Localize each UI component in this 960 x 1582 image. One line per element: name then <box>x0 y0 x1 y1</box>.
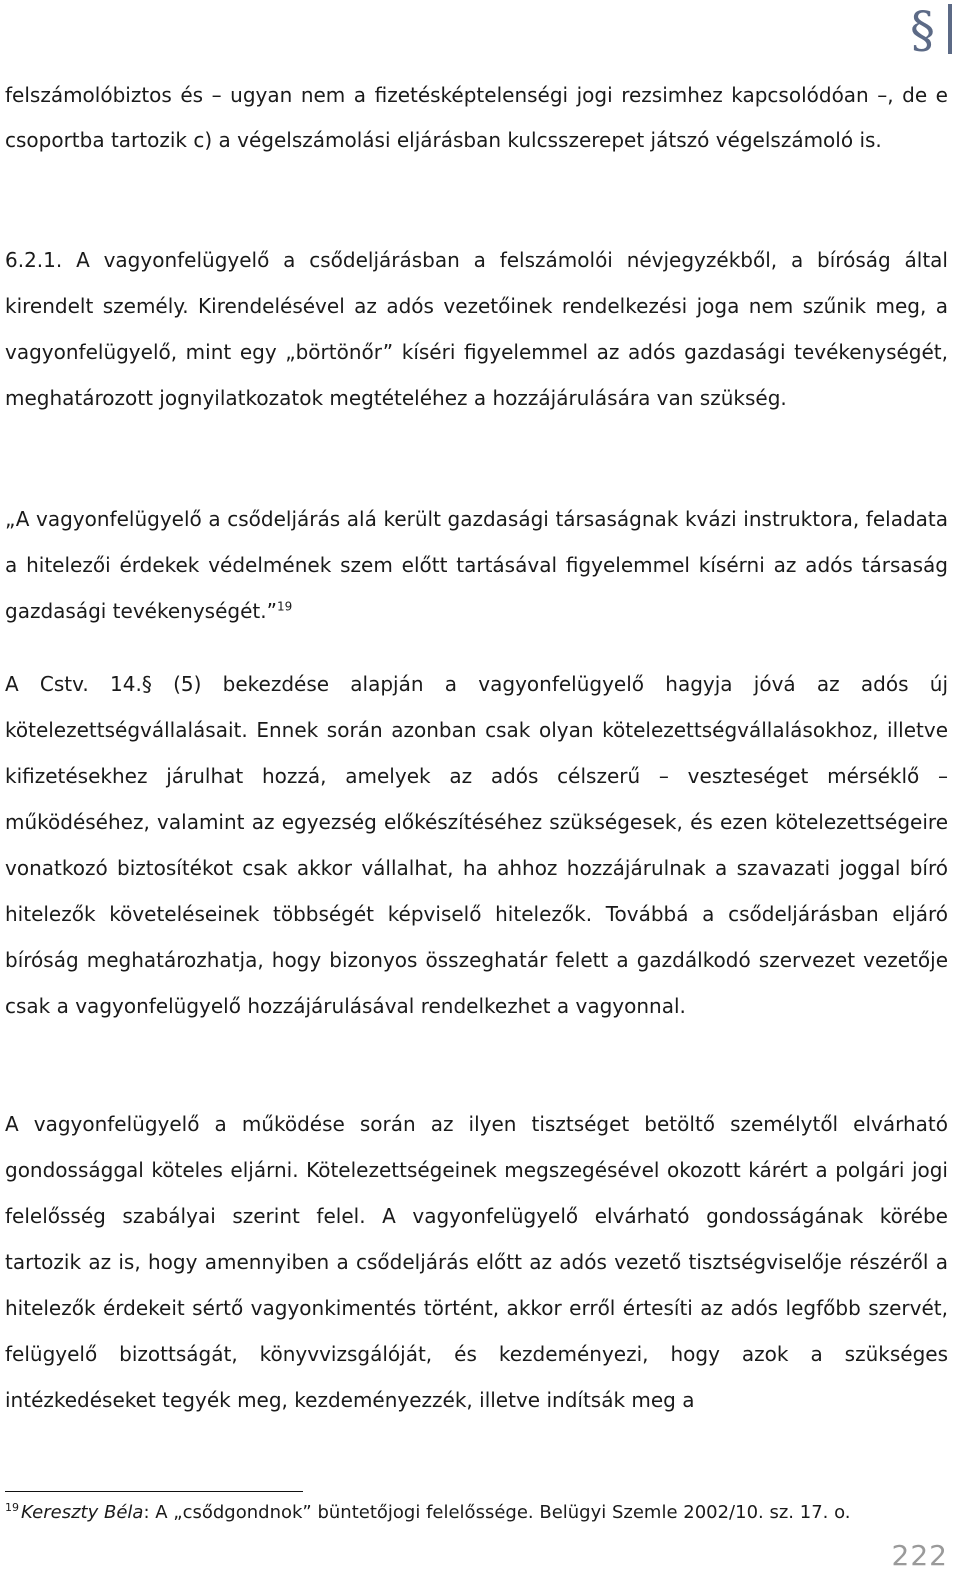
footnote <box>5 1500 945 1526</box>
paragraph-quote <box>5 496 948 634</box>
footnote-number: 19 <box>5 1501 19 1514</box>
footnote-text: : A „csődgondnok” büntetőjogi felelőssége. Belügyi Szemle 2002/10. sz. 17. o. <box>143 1502 851 1523</box>
svg-text:§: § <box>910 1 935 58</box>
quote-text: „A vagyonfelügyelő a csődeljárás alá került gazdasági társaságnak kvázi instruktora, feladata a hitelezői érdekek védelmének szem előtt tartásával figyelemmel kísérni az adós társaság gazdasági tevékenységét.” <box>5 507 948 623</box>
paragraph-6-2-1: 6.2.1. A vagyonfelügyelő a csődeljárásban a felszámolói névjegyzékből, a bíróság által kirendelt személy. Kirendelésével az adós vezetőinek rendelkezési joga nem szűnik meg, a vagyonfelügyelő, mint egy „börtönőr” kíséri figyelemmel az adós gazdasági tevékenységét, meghatározott jognyilatkozatok megtételéhez a hozzájárulására van szükség. <box>5 248 948 410</box>
paragraph-intro: felszámolóbiztos és – ugyan nem a fizetésképtelenségi jogi rezsimhez kapcsolódóan –, de e csoportba tartozik c) a végelszámolási eljárásban kulcsszerepet játszó végelszámoló is. <box>5 83 948 152</box>
footnote-reference[interactable]: 19 <box>276 599 293 614</box>
footnote-author: Kereszty Béla <box>21 1502 144 1523</box>
footnote-divider <box>5 1491 303 1492</box>
paragraph-cstv: A Cstv. 14.§ (5) bekezdése alapján a vagyonfelügyelő hagyja jóvá az adós új kötelezettségvállalásait. Ennek során azonban csak olyan kötelezettségvállalásokhoz, illetve kifizetésekhez járulhat hozzá, amelyek az adós célszerű – veszteséget mérséklő – működéséhez, valamint az egyezség előkészítéséhez szükségesek, és ezen kötelezettségeire vonatkozó biztosítékot csak akkor vállalhat, ha ahhoz hozzájárulnak a szavazati joggal bíró hitelezők követeléseinek többségét képviselő hitelezők. Továbbá a csődeljárásban eljáró bíróság meghatározhatja, hogy bizonyos összeghatár felett a gazdálkodó szervezet vezetője csak a vagyonfelügyelő hozzájárulásával rendelkezhet a vagyonnal. <box>5 672 948 1018</box>
section-sign-logo-icon <box>908 0 956 58</box>
paragraph-diligence: A vagyonfelügyelő a működése során az ilyen tisztséget betöltő személytől elvárható gondossággal köteles eljárni. Kötelezettségeinek megszegésével okozott kárért a polgári jogi felelősség szabályai szerint felel. A vagyonfelügyelő elvárható gondosságának körébe tartozik az is, hogy amennyiben a csődeljárás előtt az adós vezető tisztségviselője részéről a hitelezők érdekeit sértő vagyonkimentés történt, akkor erről értesíti az adós legfőbb szervét, felügyelő bizottságát, könyvvizsgálóját, és kezdeményezi, hogy azok a szükséges intézkedéseket tegyék meg, kezdeményezzék, illetve indítsák meg a <box>5 1112 948 1412</box>
page-number: 222 <box>891 1539 948 1572</box>
